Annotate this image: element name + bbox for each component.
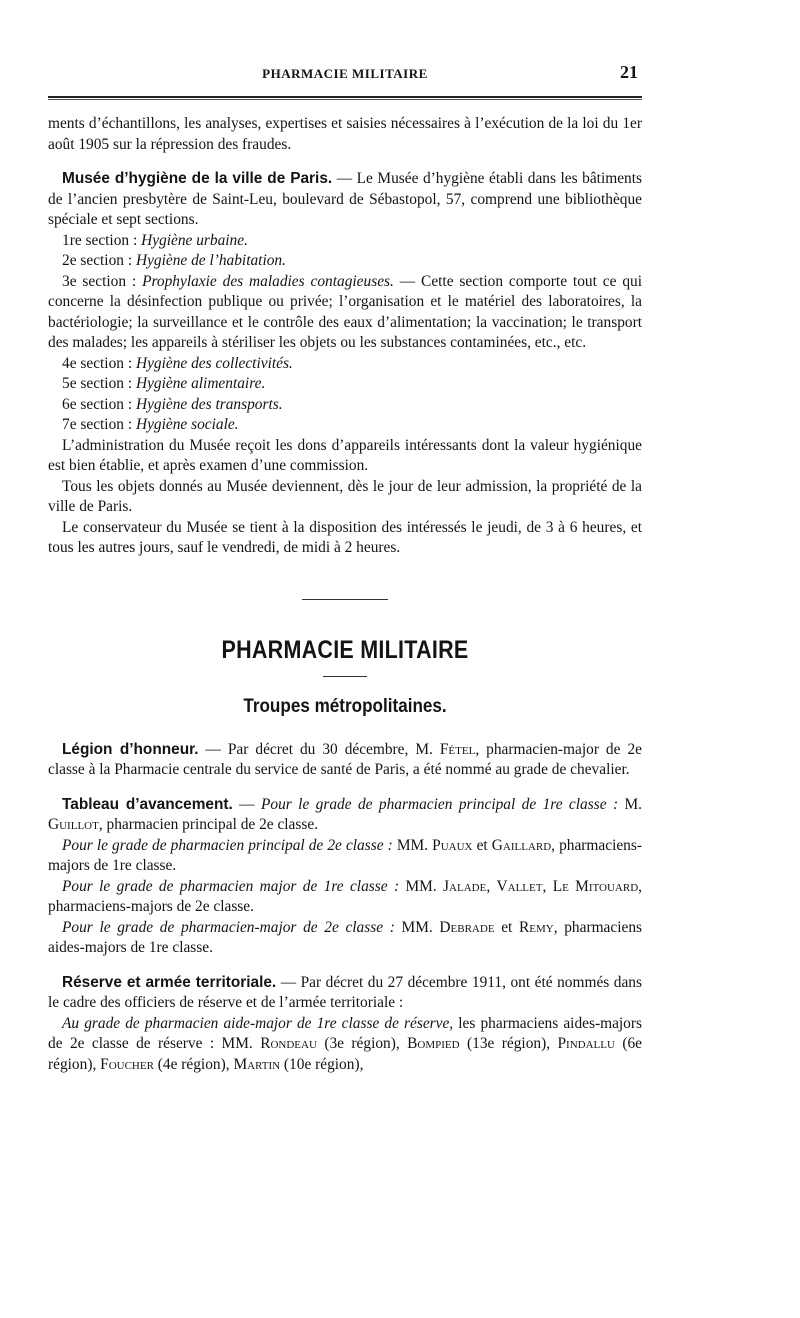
tableau-text: , pharmacien principal de 2e classe. — [98, 816, 319, 833]
person-name: Gaillard — [491, 836, 552, 854]
section-number: 7e section : — [62, 416, 133, 433]
reserve-text: les pharmaciens aides-majors de 2e classe de réserve : MM. — [48, 1014, 642, 1052]
reserve-text: (6e région), — [48, 1035, 642, 1073]
running-head — [48, 62, 642, 86]
reserve-text: (13e région), — [459, 1035, 558, 1052]
admin-paragraph: L’administration du Musée reçoit les dons d’appareils intéressants dont la valeur hygiénique est bien établie, et après examen d’une commission. — [48, 436, 642, 474]
person-name: Remy — [519, 918, 554, 936]
tableau-text: , — [542, 877, 553, 895]
header-rule-thin — [48, 99, 642, 100]
section-number: 3e section : — [62, 272, 137, 290]
tableau-paragraph — [48, 795, 642, 836]
musee-paragraph — [48, 169, 642, 231]
grade-label: Pour le grade de pharmacien major de 1re classe : — [62, 877, 400, 895]
reserve-paragraph — [48, 973, 642, 1014]
section-name: Hygiène urbaine. — [141, 231, 248, 249]
person-name: Foucher — [100, 1055, 154, 1073]
person-name: Rondeau — [260, 1035, 317, 1052]
section-number: 1re section : — [62, 231, 138, 249]
legion-text: — Par décret du 30 décembre, M. — [198, 740, 440, 758]
curator-paragraph: Le conservateur du Musée se tient à la disposition des intéressés le jeudi, de 3 à 6 heures, et tous les autres jours, sauf le vendredi, de midi à 2 heures. — [48, 518, 642, 556]
grade-label: Pour le grade de pharmacien principal de 2e classe : — [62, 836, 393, 854]
legion-text: , pharmacien-major de 2e classe à la Pharmacie centrale du service de santé de Paris, a été nommé au grade de chevalier. — [48, 740, 642, 778]
section-line — [48, 415, 642, 436]
tableau-text: MM. — [399, 877, 444, 895]
person-name: Martin — [233, 1055, 281, 1073]
section-name: Hygiène alimentaire. — [135, 375, 266, 392]
grade-label: Pour le grade de pharmacien principal de 1re classe : — [260, 795, 619, 813]
person-name: Puaux — [432, 836, 473, 854]
section-line — [48, 354, 642, 375]
legion-title: Légion d’honneur. — [62, 740, 199, 758]
grade-label: Au grade de pharmacien aide-major de 1re classe de réserve, — [62, 1014, 454, 1032]
title-underline — [323, 676, 367, 677]
reserve-text: (4e région), — [153, 1055, 234, 1073]
tableau-text: , pharmaciens-majors de 1re classe. — [48, 836, 642, 874]
legion-paragraph — [48, 740, 642, 781]
body-text — [48, 114, 642, 1075]
section-number: 4e section : — [62, 354, 133, 372]
section-line — [48, 251, 642, 272]
person-name: Le Mitouard — [552, 877, 639, 895]
musee-intro: — Le Musée d’hygiène établi dans les bâtiments de l’ancien presbytère de Saint-Leu, boulevard de Sébastopol, 57, comprend une bibliothèque spéciale et sept sections. — [48, 170, 643, 228]
section-name: Hygiène de l’habitation. — [135, 252, 286, 269]
reserve-line — [48, 1014, 642, 1076]
running-title: PHARMACIE MILITAIRE — [262, 66, 428, 81]
page-number: 21 — [620, 62, 638, 82]
section-name: Hygiène des collectivités. — [135, 354, 293, 372]
tableau-text: et — [494, 918, 519, 936]
section-number: 2e section : — [62, 252, 133, 269]
reserve-text: (3e région), — [316, 1035, 408, 1052]
section-line — [48, 395, 642, 416]
person-name: Jalade — [443, 877, 487, 895]
person-name: Pindallu — [557, 1035, 615, 1052]
tableau-title: Tableau d’avancement. — [62, 795, 233, 813]
reserve-text: — Par décret du 27 décembre 1911, ont été nommés dans le cadre des officiers de réserve et de l’armée territoriale : — [48, 973, 642, 1011]
person-name: Bompied — [407, 1035, 460, 1052]
tableau-text: , — [486, 877, 497, 895]
objects-paragraph: Tous les objets donnés au Musée deviennent, dès le jour de leur admission, la propriété de la ville de Paris. — [48, 477, 642, 515]
person-name: Fétel — [439, 740, 476, 758]
musee-title: Musée d’hygiène de la ville de Paris. — [62, 170, 333, 187]
section-detail: — Cette section comporte tout ce qui concerne la désinfection publique ou privée; l’organisation et le matériel des laboratoires, la bactériologie; la surveillance et le contrôle des eaux d’alimentation; la vaccination; le transport des malades; les appareils à stériliser les objets ou les substances contaminées, etc., etc. — [48, 272, 642, 351]
grade-label: Pour le grade de pharmacien-major de 2e classe : — [62, 918, 395, 936]
tableau-text: , pharmaciens aides-majors de 1re classe. — [48, 918, 643, 956]
section-name: Hygiène sociale. — [135, 416, 239, 433]
section-number: 6e section : — [62, 395, 133, 413]
person-name: Vallet — [496, 877, 543, 895]
chapter-subtitle: Troupes métropolitaines. — [243, 696, 447, 717]
section-line — [48, 374, 642, 395]
header-rule — [48, 96, 642, 98]
tableau-line — [48, 918, 642, 959]
tableau-text: MM. — [392, 836, 433, 854]
tableau-text: , pharmaciens-majors de 2e classe. — [48, 877, 643, 915]
section-divider — [302, 599, 388, 600]
continuation-paragraph: ments d’échantillons, les analyses, expertises et saisies nécessaires à l’exécution de la loi du 1er août 1905 sur la répression des fraudes. — [48, 115, 642, 153]
section-name: Hygiène des transports. — [135, 395, 283, 413]
tableau-text: et — [472, 836, 492, 854]
section-line — [48, 272, 642, 354]
reserve-text: (10e région), — [280, 1055, 364, 1073]
section-name: Prophylaxie des maladies contagieuses. — [142, 272, 394, 290]
section-line — [48, 231, 642, 252]
tableau-line — [48, 836, 642, 877]
tableau-text: — — [232, 795, 261, 813]
person-name: Guillot — [48, 816, 99, 833]
section-number: 5e section : — [62, 375, 133, 392]
tableau-line — [48, 877, 642, 918]
reserve-title: Réserve et armée territoriale. — [62, 973, 277, 991]
tableau-text: M. — [618, 795, 643, 813]
tableau-text: MM. — [394, 918, 440, 936]
chapter-title: PHARMACIE MILITAIRE — [221, 635, 469, 664]
person-name: Debrade — [439, 918, 495, 936]
